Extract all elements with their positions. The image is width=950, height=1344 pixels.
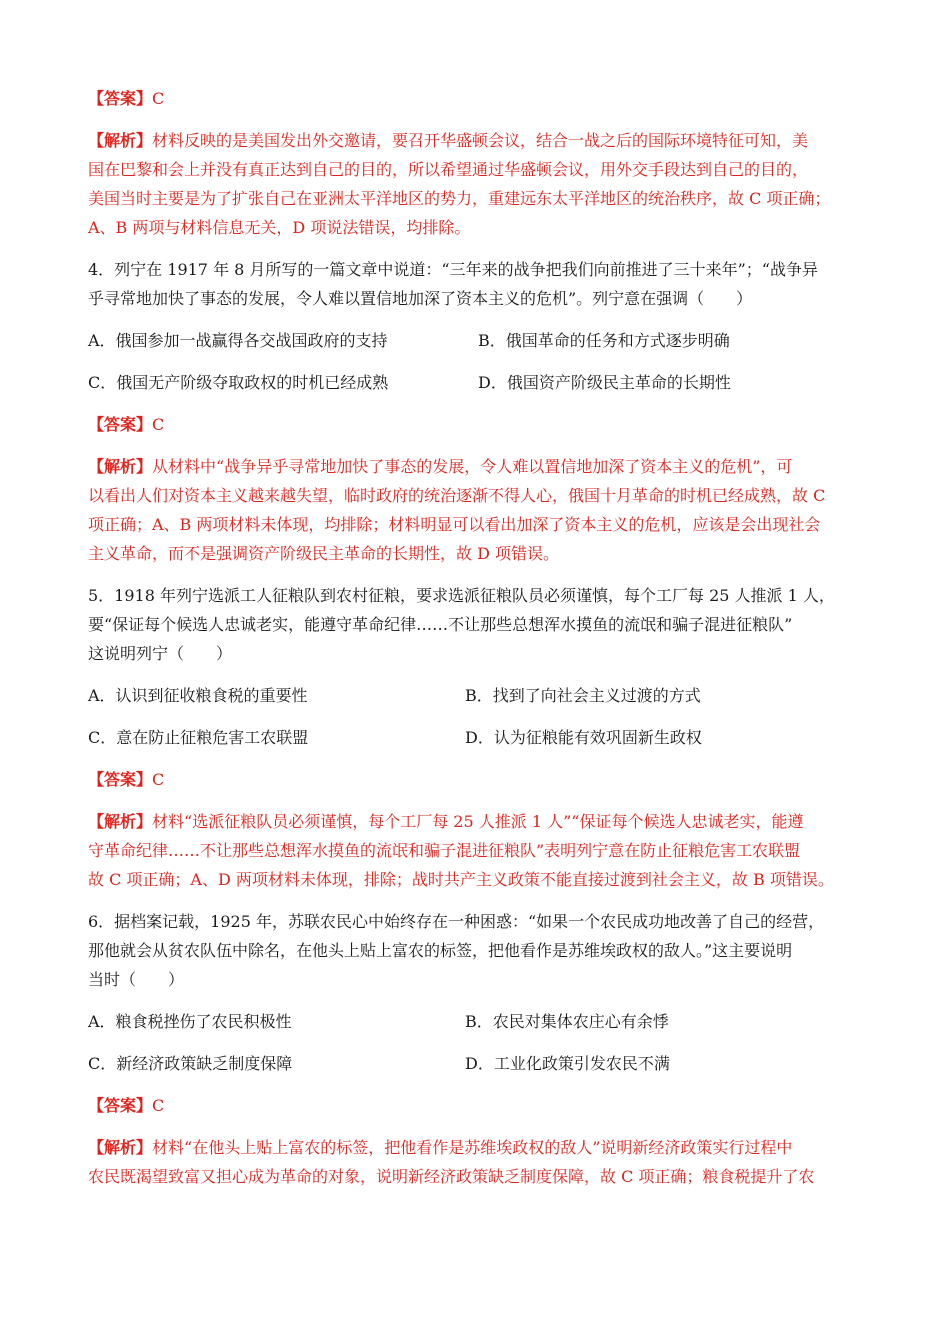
question-4-options-row-2 — [88, 368, 866, 397]
answer-line: 【答案】C — [88, 770, 165, 789]
question-6-options-row-1 — [88, 1007, 866, 1036]
option-d: D．工业化政策引发农民不满 — [465, 1054, 670, 1073]
option-a: A．俄国参加一战赢得各交战国政府的支持 — [88, 331, 388, 350]
option-d: D．俄国资产阶级民主革命的长期性 — [478, 373, 731, 392]
question-5-options-row-1 — [88, 681, 866, 710]
document-page — [88, 84, 866, 1191]
answer-line: 【答案】C — [88, 415, 165, 434]
explanation: 【解析】材料“在他头上贴上富农的标签，把他看作是苏维埃政权的敌人”说明新经济政策实行过程中 农民既渴望致富又担心成为革命的对象，说明新经济政策缺乏制度保障，故 C 项正确；粮食税提升了农 — [88, 1138, 815, 1186]
question-6-options-row-2 — [88, 1049, 866, 1078]
option-a: A．认识到征收粮食税的重要性 — [88, 686, 308, 705]
question-5-stem: 5．1918 年列宁选派工人征粮队到农村征粮，要求选派征粮队员必须谨慎，每个工厂每 25 人推派 1 人， 要“保证每个候选人忠诚老实，能遵守革命纪律……不让那些总想浑水摸鱼的流氓和骗子混进征粮队” 这说明列宁（ ） — [88, 586, 835, 663]
explanation: 【解析】从材料中“战争异乎寻常地加快了事态的发展，令人难以置信地加深了资本主义的危机”，可 以看出人们对资本主义越来越失望，临时政府的统治逐渐不得人心，俄国十月革命的时机已经成熟，故 C 项正确；A、B 两项材料未体现，均排除；材料明显可以看出加深了资本主义的危机，应该是会出现社会 主义革命，而不是强调资产阶级民主革命的长期性，故 D 项错误。 — [88, 457, 826, 563]
question-4-stem: 4．列宁在 1917 年 8 月所写的一篇文章中说道：“三年来的战争把我们向前推进了三十来年”；“战争异 乎寻常地加快了事态的发展，令人难以置信地加深了资本主义的危机”。列宁意在强调（ ） — [88, 260, 818, 308]
option-c: C．新经济政策缺乏制度保障 — [88, 1054, 293, 1073]
explanation: 【解析】材料反映的是美国发出外交邀请，要召开华盛顿会议，结合一战之后的国际环境特征可知，美 国在巴黎和会上并没有真正达到自己的目的，所以希望通过华盛顿会议，用外交手段达到自己的目的， 美国当时主要是为了扩张自己在亚洲太平洋地区的势力，重建远东太平洋地区的统治秩序，故 C 项正确； A、B 两项与材料信息无关，D 项说法错误，均排除。 — [88, 131, 831, 237]
answer-line: 【答案】C — [88, 1096, 165, 1115]
explanation: 【解析】材料“选派征粮队员必须谨慎，每个工厂每 25 人推派 1 人”“保证每个候选人忠诚老实，能遵 守革命纪律……不让那些总想浑水摸鱼的流氓和骗子混进征粮队”表明列宁意在防止征粮危害工农联盟 故 C 项正确；A、D 两项材料未体现，排除；战时共产主义政策不能直接过渡到社会主义，故 B 项错误。 — [88, 812, 834, 889]
option-c: C．俄国无产阶级夺取政权的时机已经成熟 — [88, 373, 389, 392]
option-b: B．找到了向社会主义过渡的方式 — [465, 686, 701, 705]
option-d: D．认为征粮能有效巩固新生政权 — [465, 728, 702, 747]
option-a: A．粮食税挫伤了农民积极性 — [88, 1012, 292, 1031]
question-4-options-row-1 — [88, 326, 866, 355]
answer-line: 【答案】C — [88, 89, 165, 108]
option-b: B．俄国革命的任务和方式逐步明确 — [478, 331, 730, 350]
option-c: C．意在防止征粮危害工农联盟 — [88, 728, 309, 747]
option-b: B．农民对集体农庄心有余悸 — [465, 1012, 669, 1031]
question-6-stem: 6．据档案记载，1925 年，苏联农民心中始终存在一种困惑：“如果一个农民成功地改善了自己的经营， 那他就会从贫农队伍中除名，在他头上贴上富农的标签，把他看作是苏维埃政权的敌人。”这主要说明 当时（ ） — [88, 912, 825, 989]
question-5-options-row-2 — [88, 723, 866, 752]
